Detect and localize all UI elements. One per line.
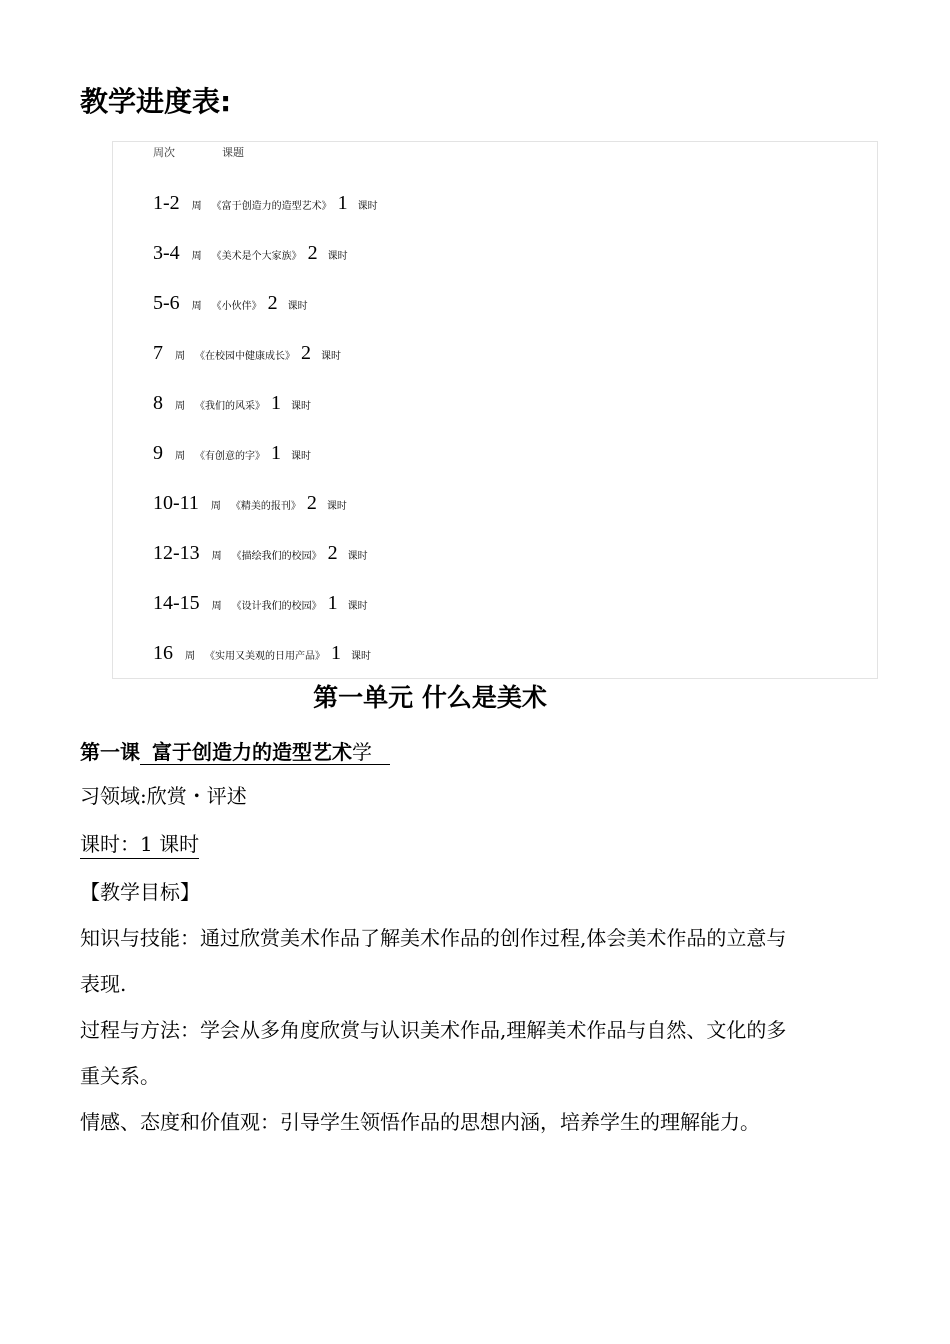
- schedule-topic: 《设计我们的校园》: [231, 601, 322, 612]
- learning-domain: 习领域:欣赏・评述: [80, 784, 247, 808]
- schedule-hour-unit: 课时: [351, 651, 371, 662]
- schedule-topic: 《在校园中健康成长》: [195, 351, 295, 362]
- schedule-topic: 《有创意的字》: [195, 451, 265, 462]
- schedule-topic: 《我们的风采》: [195, 401, 265, 412]
- schedule-row: [153, 542, 368, 565]
- schedule-row: [153, 342, 341, 365]
- schedule-week-unit: 周: [175, 351, 185, 362]
- schedule-row: [153, 392, 311, 415]
- schedule-week: 16: [153, 642, 173, 664]
- schedule-hour-unit: 课时: [291, 451, 311, 462]
- schedule-hours: 2: [306, 492, 317, 514]
- schedule-topic: 《精美的报刊》: [230, 501, 301, 512]
- page-title: 教学进度表:: [80, 85, 232, 118]
- schedule-hour-unit: 课时: [326, 501, 347, 512]
- unit-title: 第一单元 什么是美术: [313, 683, 547, 712]
- schedule-week-unit: 周: [210, 501, 221, 512]
- schedule-hour-unit: 课时: [321, 351, 341, 362]
- schedule-week-unit: 周: [211, 551, 222, 562]
- schedule-row: [153, 192, 378, 215]
- schedule-week-unit: 周: [211, 601, 222, 612]
- objectives-heading: 【教学目标】: [80, 880, 200, 904]
- schedule-hours: 1: [327, 592, 338, 614]
- schedule-row: [153, 242, 348, 265]
- header-topic: 课题: [222, 146, 244, 159]
- schedule-topic: 《小伙伴》: [211, 301, 262, 312]
- schedule-hour-unit: 课时: [347, 551, 368, 562]
- header-week: 周次: [153, 146, 175, 159]
- schedule-week-unit: 周: [191, 201, 202, 212]
- knowledge-skills-line2: 表现.: [80, 972, 127, 996]
- lesson-title-tail: 学: [352, 740, 390, 765]
- schedule-row: [153, 292, 308, 315]
- emotion-values-line: 情感、态度和价值观：引导学生领悟作品的思想内涵，培养学生的理解能力。: [80, 1110, 760, 1134]
- schedule-week: 7: [153, 342, 163, 364]
- lesson-hours: 课时：1 课时: [80, 832, 199, 859]
- schedule-week-unit: 周: [191, 251, 202, 262]
- schedule-topic: 《富于创造力的造型艺术》: [211, 201, 332, 212]
- schedule-table: [112, 141, 878, 679]
- schedule-hour-unit: 课时: [287, 301, 308, 312]
- schedule-hours: 1: [331, 642, 341, 664]
- schedule-hours: 1: [271, 442, 281, 464]
- lesson-title: 富于创造力的造型艺术: [140, 740, 352, 765]
- schedule-hours: 2: [301, 342, 311, 364]
- schedule-hour-unit: 课时: [291, 401, 311, 412]
- lesson-hours-wrap: [80, 828, 199, 857]
- schedule-hours: 1: [271, 392, 281, 414]
- schedule-hours: 1: [337, 192, 348, 214]
- schedule-week: 14-15: [153, 592, 200, 614]
- schedule-week-unit: 周: [185, 651, 195, 662]
- schedule-topic: 《描绘我们的校园》: [231, 551, 322, 562]
- schedule-week-unit: 周: [175, 451, 185, 462]
- lesson-label: 第一课: [80, 740, 140, 764]
- schedule-week: 3-4: [153, 242, 180, 264]
- schedule-row: [153, 592, 368, 615]
- schedule-topic: 《实用又美观的日用产品》: [205, 651, 325, 662]
- schedule-hours: 2: [307, 242, 318, 264]
- schedule-week: 1-2: [153, 192, 180, 214]
- schedule-week: 8: [153, 392, 163, 414]
- schedule-week: 9: [153, 442, 163, 464]
- schedule-week-unit: 周: [191, 301, 202, 312]
- schedule-week: 5-6: [153, 292, 180, 314]
- lesson-title-line: [80, 736, 390, 765]
- process-method-line1: 过程与方法：学会从多角度欣赏与认识美术作品,理解美术作品与自然、文化的多: [80, 1018, 787, 1042]
- schedule-row: [153, 492, 347, 515]
- schedule-hours: 2: [267, 292, 278, 314]
- schedule-hour-unit: 课时: [347, 601, 368, 612]
- schedule-week: 10-11: [153, 492, 199, 514]
- knowledge-skills-line1: 知识与技能：通过欣赏美术作品了解美术作品的创作过程,体会美术作品的立意与: [80, 926, 787, 950]
- schedule-week: 12-13: [153, 542, 200, 564]
- schedule-topic: 《美术是个大家族》: [211, 251, 302, 262]
- schedule-hour-unit: 课时: [327, 251, 348, 262]
- schedule-week-unit: 周: [175, 401, 185, 412]
- schedule-hours: 2: [327, 542, 338, 564]
- schedule-row: [153, 642, 371, 665]
- process-method-line2: 重关系。: [80, 1064, 160, 1088]
- schedule-row: [153, 442, 311, 465]
- schedule-hour-unit: 课时: [357, 201, 378, 212]
